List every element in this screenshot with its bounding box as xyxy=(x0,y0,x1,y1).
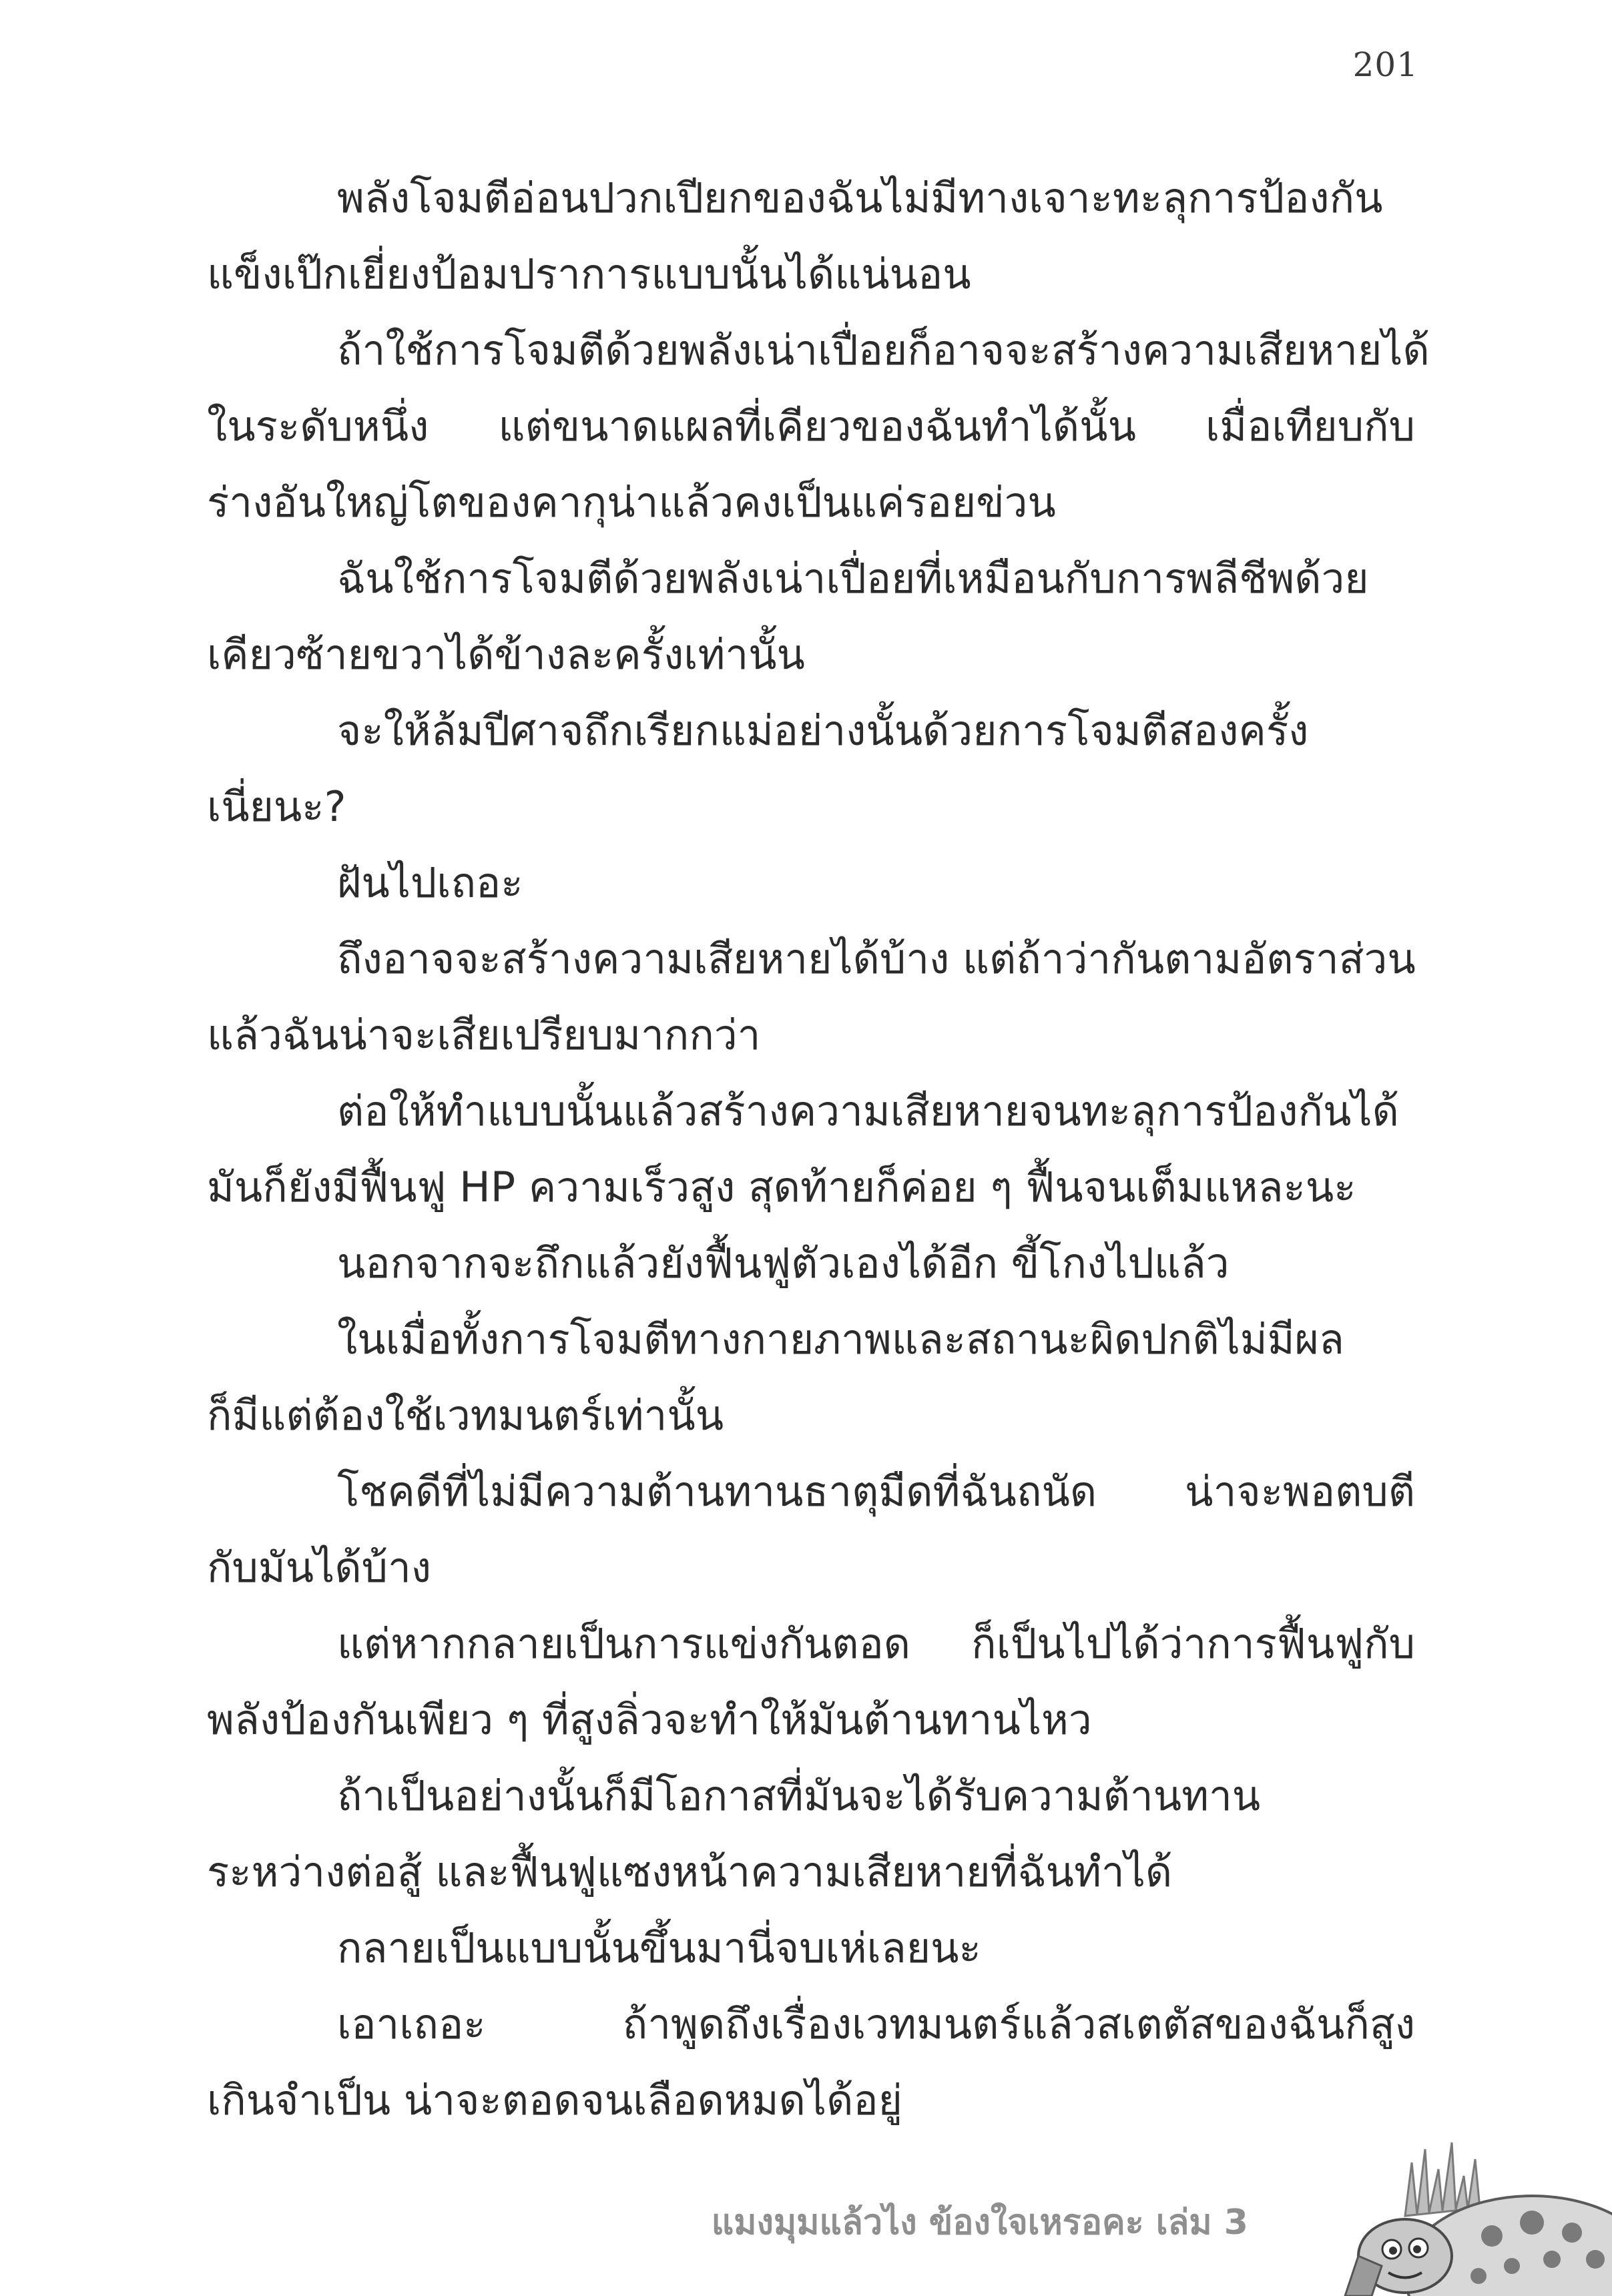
text-line: ถ้าเป็นอย่างนั้นก็มีโอกาสที่มันจะได้รับความต้านทาน xyxy=(337,1771,1261,1820)
text-line: ต่อให้ทำแบบนั้นแล้วสร้างความเสียหายจนทะลุการป้องกันได้ xyxy=(337,1087,1399,1135)
book-title: แมงมุมแล้วไง ข้องใจเหรอคะ เล่ม 3 xyxy=(711,2203,1248,2243)
text-line: ในเมื่อทั้งการโจมตีทางกายภาพและสถานะผิดปกติไม่มีผล xyxy=(337,1315,1344,1364)
text-line: ฝันไปเถอะ xyxy=(337,858,523,907)
text-line: เอาเถอะ ถ้าพูดถึงเรื่องเวทมนตร์แล้วสเตตัสของฉันก็สูง xyxy=(337,2000,1415,2048)
text-line: พลังโจมตีอ่อนปวกเปียกของฉันไม่มีทางเจาะทะลุการป้องกัน xyxy=(337,174,1383,222)
text-line: ในระดับหนึ่ง แต่ขนาดแผลที่เคียวของฉันทำได้นั้น เมื่อเทียบกับ xyxy=(207,402,1415,451)
text-line: กลายเป็นแบบนั้นขึ้นมานี่จบเห่เลยนะ xyxy=(337,1924,981,1972)
text-line: ร่างอันใหญ่โตของคากุน่าแล้วคงเป็นแค่รอยข่วน xyxy=(207,478,1056,527)
text-line: โชคดีที่ไม่มีความต้านทานธาตุมืดที่ฉันถนัด น่าจะพอตบตี xyxy=(337,1467,1415,1516)
spider-mascot-illustration xyxy=(1332,2122,1612,2296)
text-line: ถึงอาจจะสร้างความเสียหายได้บ้าง แต่ถ้าว่ากันตามอัตราส่วน xyxy=(337,934,1416,983)
text-line: ถ้าใช้การโจมตีด้วยพลังเน่าเปื่อยก็อาจจะสร้างความเสียหายได้ xyxy=(337,326,1430,374)
text-line: มันก็ยังมีฟื้นฟู HP ความเร็วสูง สุดท้ายก็ค่อย ๆ ฟื้นจนเต็มแหละนะ xyxy=(207,1163,1356,1211)
text-line: ก็มีแต่ต้องใช้เวทมนตร์เท่านั้น xyxy=(207,1391,724,1440)
text-line: จะให้ล้มปีศาจถึกเรียกแม่อย่างนั้นด้วยการโจมตีสองครั้ง xyxy=(337,706,1309,755)
text-line: ฉันใช้การโจมตีด้วยพลังเน่าเปื่อยที่เหมือนกับการพลีชีพด้วย xyxy=(337,554,1369,603)
text-line: กับมันได้บ้าง xyxy=(207,1543,432,1592)
page-footer xyxy=(0,2122,1612,2296)
body-text xyxy=(207,160,1430,2138)
text-line: เคียวซ้ายขวาได้ข้างละครั้งเท่านั้น xyxy=(207,630,805,679)
text-line: เกินจำเป็น น่าจะตอดจนเลือดหมดได้อยู่ xyxy=(207,2076,902,2124)
text-line: แล้วฉันน่าจะเสียเปรียบมากกว่า xyxy=(207,1011,761,1059)
page-number: 201 xyxy=(1352,45,1418,84)
text-line: ระหว่างต่อสู้ และฟื้นฟูแซงหน้าความเสียหายที่ฉันทำได้ xyxy=(207,1847,1173,1896)
text-line: แข็งเป๊กเยี่ยงป้อมปราการแบบนั้นได้แน่นอน xyxy=(207,250,971,298)
text-line: แต่หากกลายเป็นการแข่งกันตอด ก็เป็นไปได้ว่าการฟื้นฟูกับ xyxy=(337,1619,1415,1668)
text-line: พลังป้องกันเพียว ๆ ที่สูงลิ่วจะทำให้มันต้านทานไหว xyxy=(207,1695,1092,1744)
text-line: นอกจากจะถึกแล้วยังฟื้นฟูตัวเองได้อีก ขี้โกงไปแล้ว xyxy=(337,1239,1230,1287)
text-line: เนี่ยนะ? xyxy=(207,782,346,831)
